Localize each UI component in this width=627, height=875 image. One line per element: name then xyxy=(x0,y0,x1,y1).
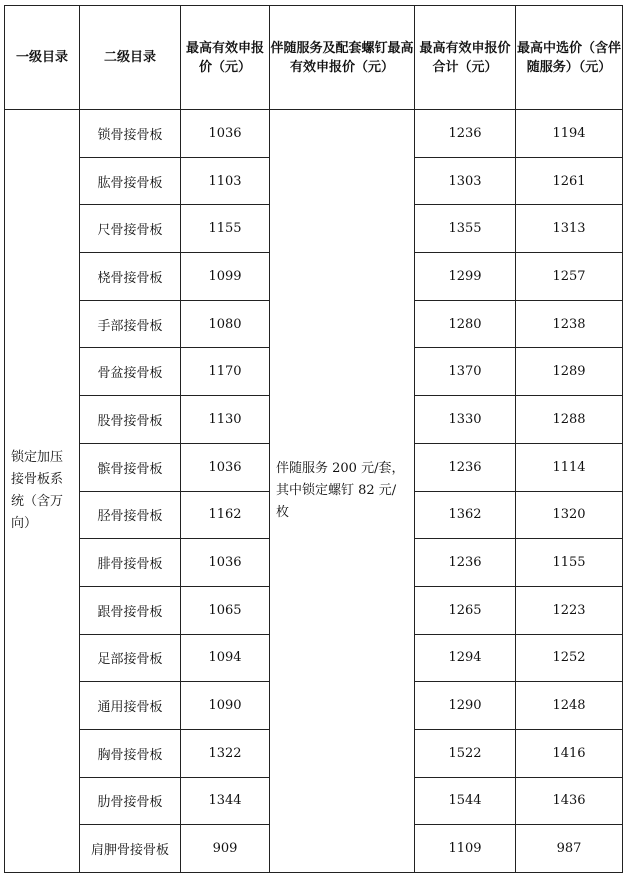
item-total-cell: 1109 xyxy=(415,825,516,873)
item-winning-cell: 1289 xyxy=(516,348,623,396)
item-quote-cell: 1080 xyxy=(181,300,270,348)
item-name-cell: 肩胛骨接骨板 xyxy=(80,825,181,873)
item-name-cell: 胸骨接骨板 xyxy=(80,729,181,777)
item-total-cell: 1265 xyxy=(415,586,516,634)
item-winning-cell: 1238 xyxy=(516,300,623,348)
service-note-cell: 伴随服务 200 元/套，其中锁定螺钉 82 元/枚 xyxy=(270,110,415,873)
item-winning-cell: 1416 xyxy=(516,729,623,777)
item-winning-cell: 1194 xyxy=(516,110,623,158)
item-quote-cell: 1162 xyxy=(181,491,270,539)
item-total-cell: 1355 xyxy=(415,205,516,253)
table-header xyxy=(5,6,623,110)
item-total-cell: 1522 xyxy=(415,729,516,777)
item-winning-cell: 987 xyxy=(516,825,623,873)
item-quote-cell: 1090 xyxy=(181,682,270,730)
item-quote-cell: 1155 xyxy=(181,205,270,253)
item-quote-cell: 1103 xyxy=(181,157,270,205)
item-quote-cell: 909 xyxy=(181,825,270,873)
header-service-quote: 伴随服务及配套螺钉最高有效申报价（元） xyxy=(270,6,415,110)
table-body xyxy=(5,110,623,873)
item-name-cell: 尺骨接骨板 xyxy=(80,205,181,253)
item-total-cell: 1236 xyxy=(415,443,516,491)
item-name-cell: 足部接骨板 xyxy=(80,634,181,682)
item-total-cell: 1236 xyxy=(415,539,516,587)
item-name-cell: 骨盆接骨板 xyxy=(80,348,181,396)
item-total-cell: 1362 xyxy=(415,491,516,539)
item-name-cell: 肱骨接骨板 xyxy=(80,157,181,205)
item-total-cell: 1544 xyxy=(415,777,516,825)
item-quote-cell: 1344 xyxy=(181,777,270,825)
item-quote-cell: 1170 xyxy=(181,348,270,396)
item-name-cell: 肋骨接骨板 xyxy=(80,777,181,825)
header-row xyxy=(5,6,623,110)
table-row xyxy=(5,110,623,158)
item-total-cell: 1303 xyxy=(415,157,516,205)
header-winning-price: 最高中选价（含伴随服务）（元） xyxy=(516,6,623,110)
item-name-cell: 胫骨接骨板 xyxy=(80,491,181,539)
item-name-cell: 锁骨接骨板 xyxy=(80,110,181,158)
item-total-cell: 1280 xyxy=(415,300,516,348)
item-winning-cell: 1252 xyxy=(516,634,623,682)
item-winning-cell: 1114 xyxy=(516,443,623,491)
header-max-total: 最高有效申报价合计（元） xyxy=(415,6,516,110)
item-winning-cell: 1248 xyxy=(516,682,623,730)
item-total-cell: 1330 xyxy=(415,396,516,444)
item-winning-cell: 1288 xyxy=(516,396,623,444)
item-total-cell: 1236 xyxy=(415,110,516,158)
item-quote-cell: 1094 xyxy=(181,634,270,682)
item-quote-cell: 1036 xyxy=(181,110,270,158)
item-name-cell: 股骨接骨板 xyxy=(80,396,181,444)
item-name-cell: 髌骨接骨板 xyxy=(80,443,181,491)
item-quote-cell: 1099 xyxy=(181,253,270,301)
item-winning-cell: 1313 xyxy=(516,205,623,253)
category-cell: 锁定加压接骨板系统（含万向） xyxy=(5,110,80,873)
item-name-cell: 跟骨接骨板 xyxy=(80,586,181,634)
item-name-cell: 通用接骨板 xyxy=(80,682,181,730)
item-quote-cell: 1065 xyxy=(181,586,270,634)
header-level2: 二级目录 xyxy=(80,6,181,110)
header-level1: 一级目录 xyxy=(5,6,80,110)
item-quote-cell: 1130 xyxy=(181,396,270,444)
item-total-cell: 1370 xyxy=(415,348,516,396)
item-winning-cell: 1320 xyxy=(516,491,623,539)
price-table xyxy=(4,5,623,873)
item-winning-cell: 1261 xyxy=(516,157,623,205)
item-winning-cell: 1155 xyxy=(516,539,623,587)
item-name-cell: 腓骨接骨板 xyxy=(80,539,181,587)
item-winning-cell: 1223 xyxy=(516,586,623,634)
item-total-cell: 1290 xyxy=(415,682,516,730)
item-name-cell: 桡骨接骨板 xyxy=(80,253,181,301)
item-winning-cell: 1436 xyxy=(516,777,623,825)
item-winning-cell: 1257 xyxy=(516,253,623,301)
item-total-cell: 1299 xyxy=(415,253,516,301)
header-max-quote: 最高有效申报价（元） xyxy=(181,6,270,110)
item-quote-cell: 1036 xyxy=(181,443,270,491)
item-quote-cell: 1036 xyxy=(181,539,270,587)
item-name-cell: 手部接骨板 xyxy=(80,300,181,348)
item-total-cell: 1294 xyxy=(415,634,516,682)
item-quote-cell: 1322 xyxy=(181,729,270,777)
